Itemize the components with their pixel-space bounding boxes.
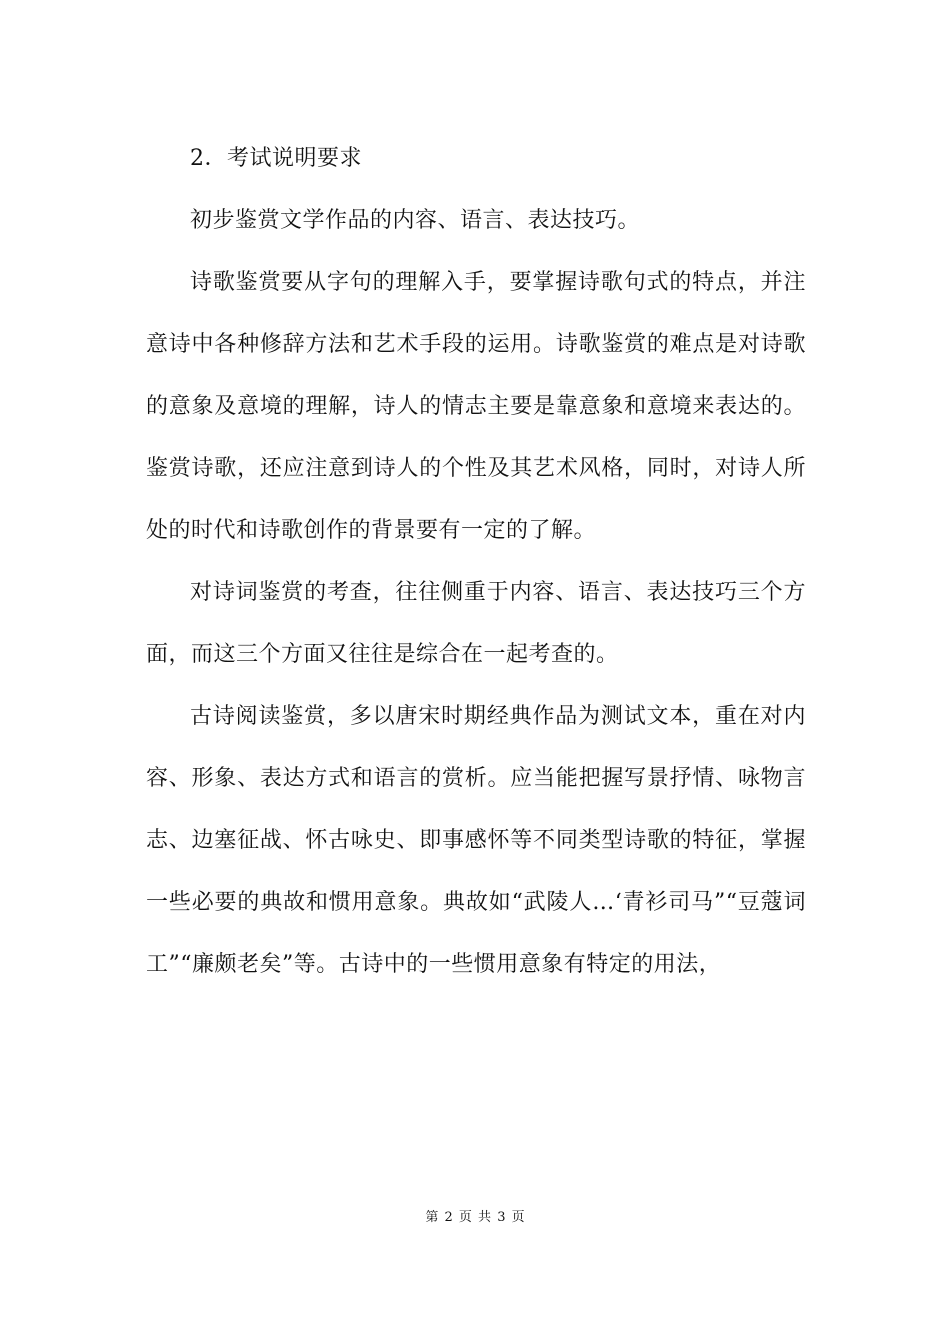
section-heading: 2．考试说明要求 [190,146,362,171]
paragraph-poetry-appreciation: 诗歌鉴赏要从字句的理解入手，要掌握诗歌句式的特点，并注意诗中各种修辞方法和艺术手段的运用。诗歌鉴赏的难点是对诗歌的意象及意境的理解，诗人的情志主要是靠意象和意境来表达的。鉴赏诗歌，还应注意到诗人的个性及其艺术风格，同时，对诗人所处的时代和诗歌创作的背景要有一定的了解。 [146,270,806,543]
paragraph-requirement: 初步鉴赏文学作品的内容、语言、表达技巧。 [190,208,641,233]
paragraph-exam-focus: 对诗词鉴赏的考查，往往侧重于内容、语言、表达技巧三个方面，而这三个方面又往往是综合在一起考查的。 [146,580,806,667]
page-footer: 第 2 页 共 3 页 [425,1210,525,1225]
paragraph-ancient-poetry: 古诗阅读鉴赏，多以唐宋时期经典作品为测试文本，重在对内容、形象、表达方式和语言的赏析。应当能把握写景抒情、咏物言志、边塞征战、怀古咏史、即事感怀等不同类型诗歌的特征，掌握一些必要的典故和惯用意象。典故如“武陵人…‘青衫司马”“豆蔻词工”“廉颇老矣”等。古诗中的一些惯用意象有特定的用法， [146,704,806,977]
body-text [146,128,806,996]
